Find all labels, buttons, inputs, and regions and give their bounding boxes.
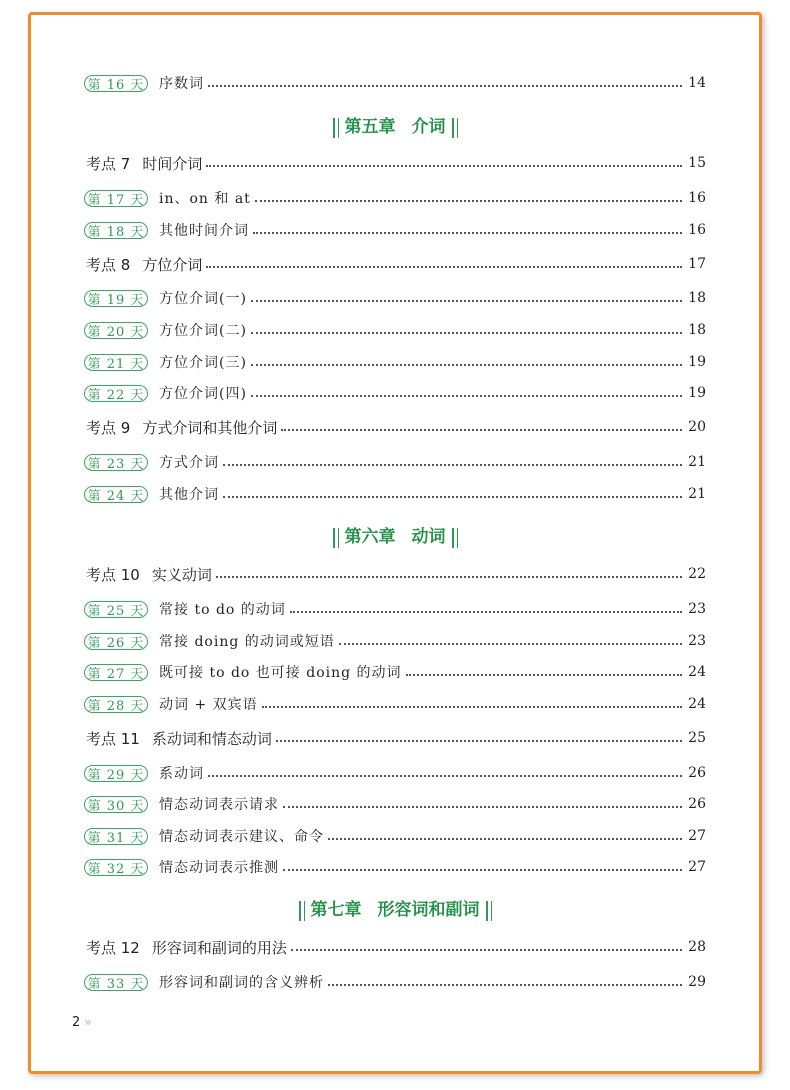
- day-badge: 第 30 天: [84, 796, 148, 813]
- leader-dots: [251, 300, 682, 302]
- chapter-title: 第七章: [310, 900, 362, 920]
- chapter-heading-7: [0, 895, 790, 921]
- toc-day-entry[interactable]: [84, 219, 706, 241]
- page-number: 15: [688, 155, 706, 171]
- leader-dots: [328, 838, 682, 840]
- leader-dots: [406, 674, 683, 676]
- toc-kaodian-entry[interactable]: [84, 253, 706, 275]
- leader-dots: [206, 266, 682, 268]
- page-number: 23: [688, 633, 706, 649]
- page-number: 18: [688, 322, 706, 338]
- day-badge: 第 28 天: [84, 696, 148, 713]
- entry-title: 形容词和副词的用法: [151, 938, 287, 957]
- leader-dots: [223, 496, 682, 498]
- day-badge: 第 26 天: [84, 633, 148, 650]
- day-badge: 第 18 天: [84, 222, 148, 239]
- day-badge: 第 16 天: [84, 75, 148, 92]
- leader-dots: [251, 364, 682, 366]
- entry-title: 系动词和情态动词: [151, 729, 272, 748]
- entry-title: 方位介词(四): [159, 386, 247, 402]
- entry-title: 系动词: [159, 766, 204, 782]
- entry-title: 序数词: [159, 76, 204, 92]
- entry-title: 其他介词: [159, 487, 219, 503]
- entry-title: 方位介词(二): [159, 323, 247, 339]
- leader-dots: [208, 775, 682, 777]
- day-badge: 第 32 天: [84, 859, 148, 876]
- page-number: 16: [688, 222, 706, 238]
- entry-title: 时间介词: [142, 154, 203, 173]
- leader-dots: [283, 869, 682, 871]
- leader-dots: [281, 429, 682, 431]
- page-number: 25: [688, 730, 706, 746]
- toc-kaodian-entry[interactable]: [84, 727, 706, 749]
- page-number: 19: [688, 354, 706, 370]
- kaodian-label: 考点 9: [86, 418, 131, 437]
- double-chevron-right-icon: »: [84, 1015, 92, 1029]
- heading-bar-left: [299, 901, 305, 921]
- day-badge: 第 27 天: [84, 664, 148, 681]
- page-number: 18: [688, 290, 706, 306]
- leader-dots: [251, 395, 682, 397]
- day-badge: 第 21 天: [84, 354, 148, 371]
- leader-dots: [290, 611, 682, 613]
- day-badge: 第 25 天: [84, 601, 148, 618]
- kaodian-label: 考点 12: [86, 938, 140, 957]
- page-number: 20: [688, 419, 706, 435]
- page-number: 27: [688, 828, 706, 844]
- leader-dots: [328, 984, 682, 986]
- leader-dots: [223, 464, 682, 466]
- entry-title: 方式介词: [159, 455, 219, 471]
- heading-bar-left: [333, 118, 339, 138]
- leader-dots: [255, 200, 682, 202]
- leader-dots: [206, 165, 682, 167]
- kaodian-label: 考点 7: [86, 154, 131, 173]
- leader-dots: [251, 332, 682, 334]
- entry-title: 情态动词表示请求: [159, 797, 279, 813]
- page-number: 28: [688, 939, 706, 955]
- leader-dots: [276, 740, 682, 742]
- heading-bar-right: [486, 901, 492, 921]
- toc-day-entry[interactable]: [84, 72, 706, 94]
- day-badge: 第 29 天: [84, 765, 148, 782]
- page-number: 22: [688, 566, 706, 582]
- page-number: 26: [688, 796, 706, 812]
- day-badge: 第 22 天: [84, 385, 148, 402]
- day-badge: 第 23 天: [84, 454, 148, 471]
- toc-kaodian-entry[interactable]: [84, 936, 706, 958]
- leader-dots: [291, 949, 682, 951]
- leader-dots: [283, 806, 682, 808]
- leader-dots: [339, 643, 682, 645]
- entry-title: 方式介词和其他介词: [142, 418, 278, 437]
- page-number: 21: [688, 454, 706, 470]
- day-badge: 第 20 天: [84, 322, 148, 339]
- leader-dots: [208, 85, 682, 87]
- page-number: 23: [688, 601, 706, 617]
- toc-kaodian-entry[interactable]: [84, 152, 706, 174]
- kaodian-label: 考点 8: [86, 255, 131, 274]
- toc-day-entry[interactable]: [84, 451, 706, 473]
- chapter-subtitle: 形容词和副词: [377, 900, 480, 920]
- toc-kaodian-entry[interactable]: [84, 416, 706, 438]
- page-number: 19: [688, 385, 706, 401]
- leader-dots: [262, 706, 683, 708]
- entry-title: 方位介词(三): [159, 355, 247, 371]
- heading-bar-right: [452, 118, 458, 138]
- day-badge: 第 19 天: [84, 290, 148, 307]
- page-number: 14: [688, 75, 706, 91]
- entry-title: 实义动词: [151, 565, 212, 584]
- leader-dots: [216, 576, 682, 578]
- kaodian-label: 考点 11: [86, 729, 140, 748]
- page-footer: [72, 1015, 92, 1030]
- toc-day-entry[interactable]: [84, 598, 706, 620]
- toc-day-entry[interactable]: [84, 793, 706, 815]
- entry-title: 动词 + 双宾语: [159, 697, 258, 713]
- page-number: 17: [688, 256, 706, 272]
- chapter-title: 第五章: [344, 117, 396, 137]
- heading-bar-right: [452, 528, 458, 548]
- day-badge: 第 33 天: [84, 974, 148, 991]
- page-number: 29: [688, 974, 706, 990]
- toc-kaodian-entry[interactable]: [84, 563, 706, 585]
- page-number: 27: [688, 859, 706, 875]
- entry-title: 情态动词表示建议、命令: [159, 829, 324, 845]
- footer-page-number: 2: [72, 1015, 81, 1030]
- entry-title: 常接 to do 的动词: [159, 602, 286, 618]
- page-number: 24: [688, 664, 706, 680]
- entry-title: 既可接 to do 也可接 doing 的动词: [159, 665, 402, 681]
- entry-title: 其他时间介词: [159, 223, 249, 239]
- toc-day-entry[interactable]: [84, 661, 706, 683]
- toc-day-entry[interactable]: [84, 319, 706, 341]
- entry-title: 形容词和副词的含义辨析: [159, 975, 324, 991]
- chapter-subtitle: 介词: [411, 117, 446, 137]
- toc-day-entry[interactable]: [84, 856, 706, 878]
- day-badge: 第 31 天: [84, 828, 148, 845]
- page-number: 21: [688, 486, 706, 502]
- toc-day-entry[interactable]: [84, 693, 706, 715]
- entry-title: 方位介词: [142, 255, 203, 274]
- toc-day-entry[interactable]: [84, 971, 706, 993]
- day-badge: 第 24 天: [84, 486, 148, 503]
- toc-day-entry[interactable]: [84, 187, 706, 209]
- toc-day-entry[interactable]: [84, 630, 706, 652]
- page-number: 24: [688, 696, 706, 712]
- kaodian-label: 考点 10: [86, 565, 140, 584]
- entry-title: 方位介词(一): [159, 291, 247, 307]
- entry-title: in、on 和 at: [159, 191, 251, 207]
- toc-day-entry[interactable]: [84, 825, 706, 847]
- toc-day-entry[interactable]: [84, 483, 706, 505]
- toc-day-entry[interactable]: [84, 351, 706, 373]
- entry-title: 情态动词表示推测: [159, 860, 279, 876]
- entry-title: 常接 doing 的动词或短语: [159, 634, 335, 650]
- page-number: 26: [688, 765, 706, 781]
- heading-bar-left: [333, 528, 339, 548]
- chapter-title: 第六章: [344, 527, 396, 547]
- page-number: 16: [688, 190, 706, 206]
- chapter-heading-6: [0, 522, 790, 548]
- toc-day-entry[interactable]: [84, 382, 706, 404]
- chapter-subtitle: 动词: [411, 527, 446, 547]
- toc-day-entry[interactable]: [84, 762, 706, 784]
- chapter-heading-5: [0, 112, 790, 138]
- leader-dots: [253, 232, 682, 234]
- toc-day-entry[interactable]: [84, 287, 706, 309]
- day-badge: 第 17 天: [84, 190, 148, 207]
